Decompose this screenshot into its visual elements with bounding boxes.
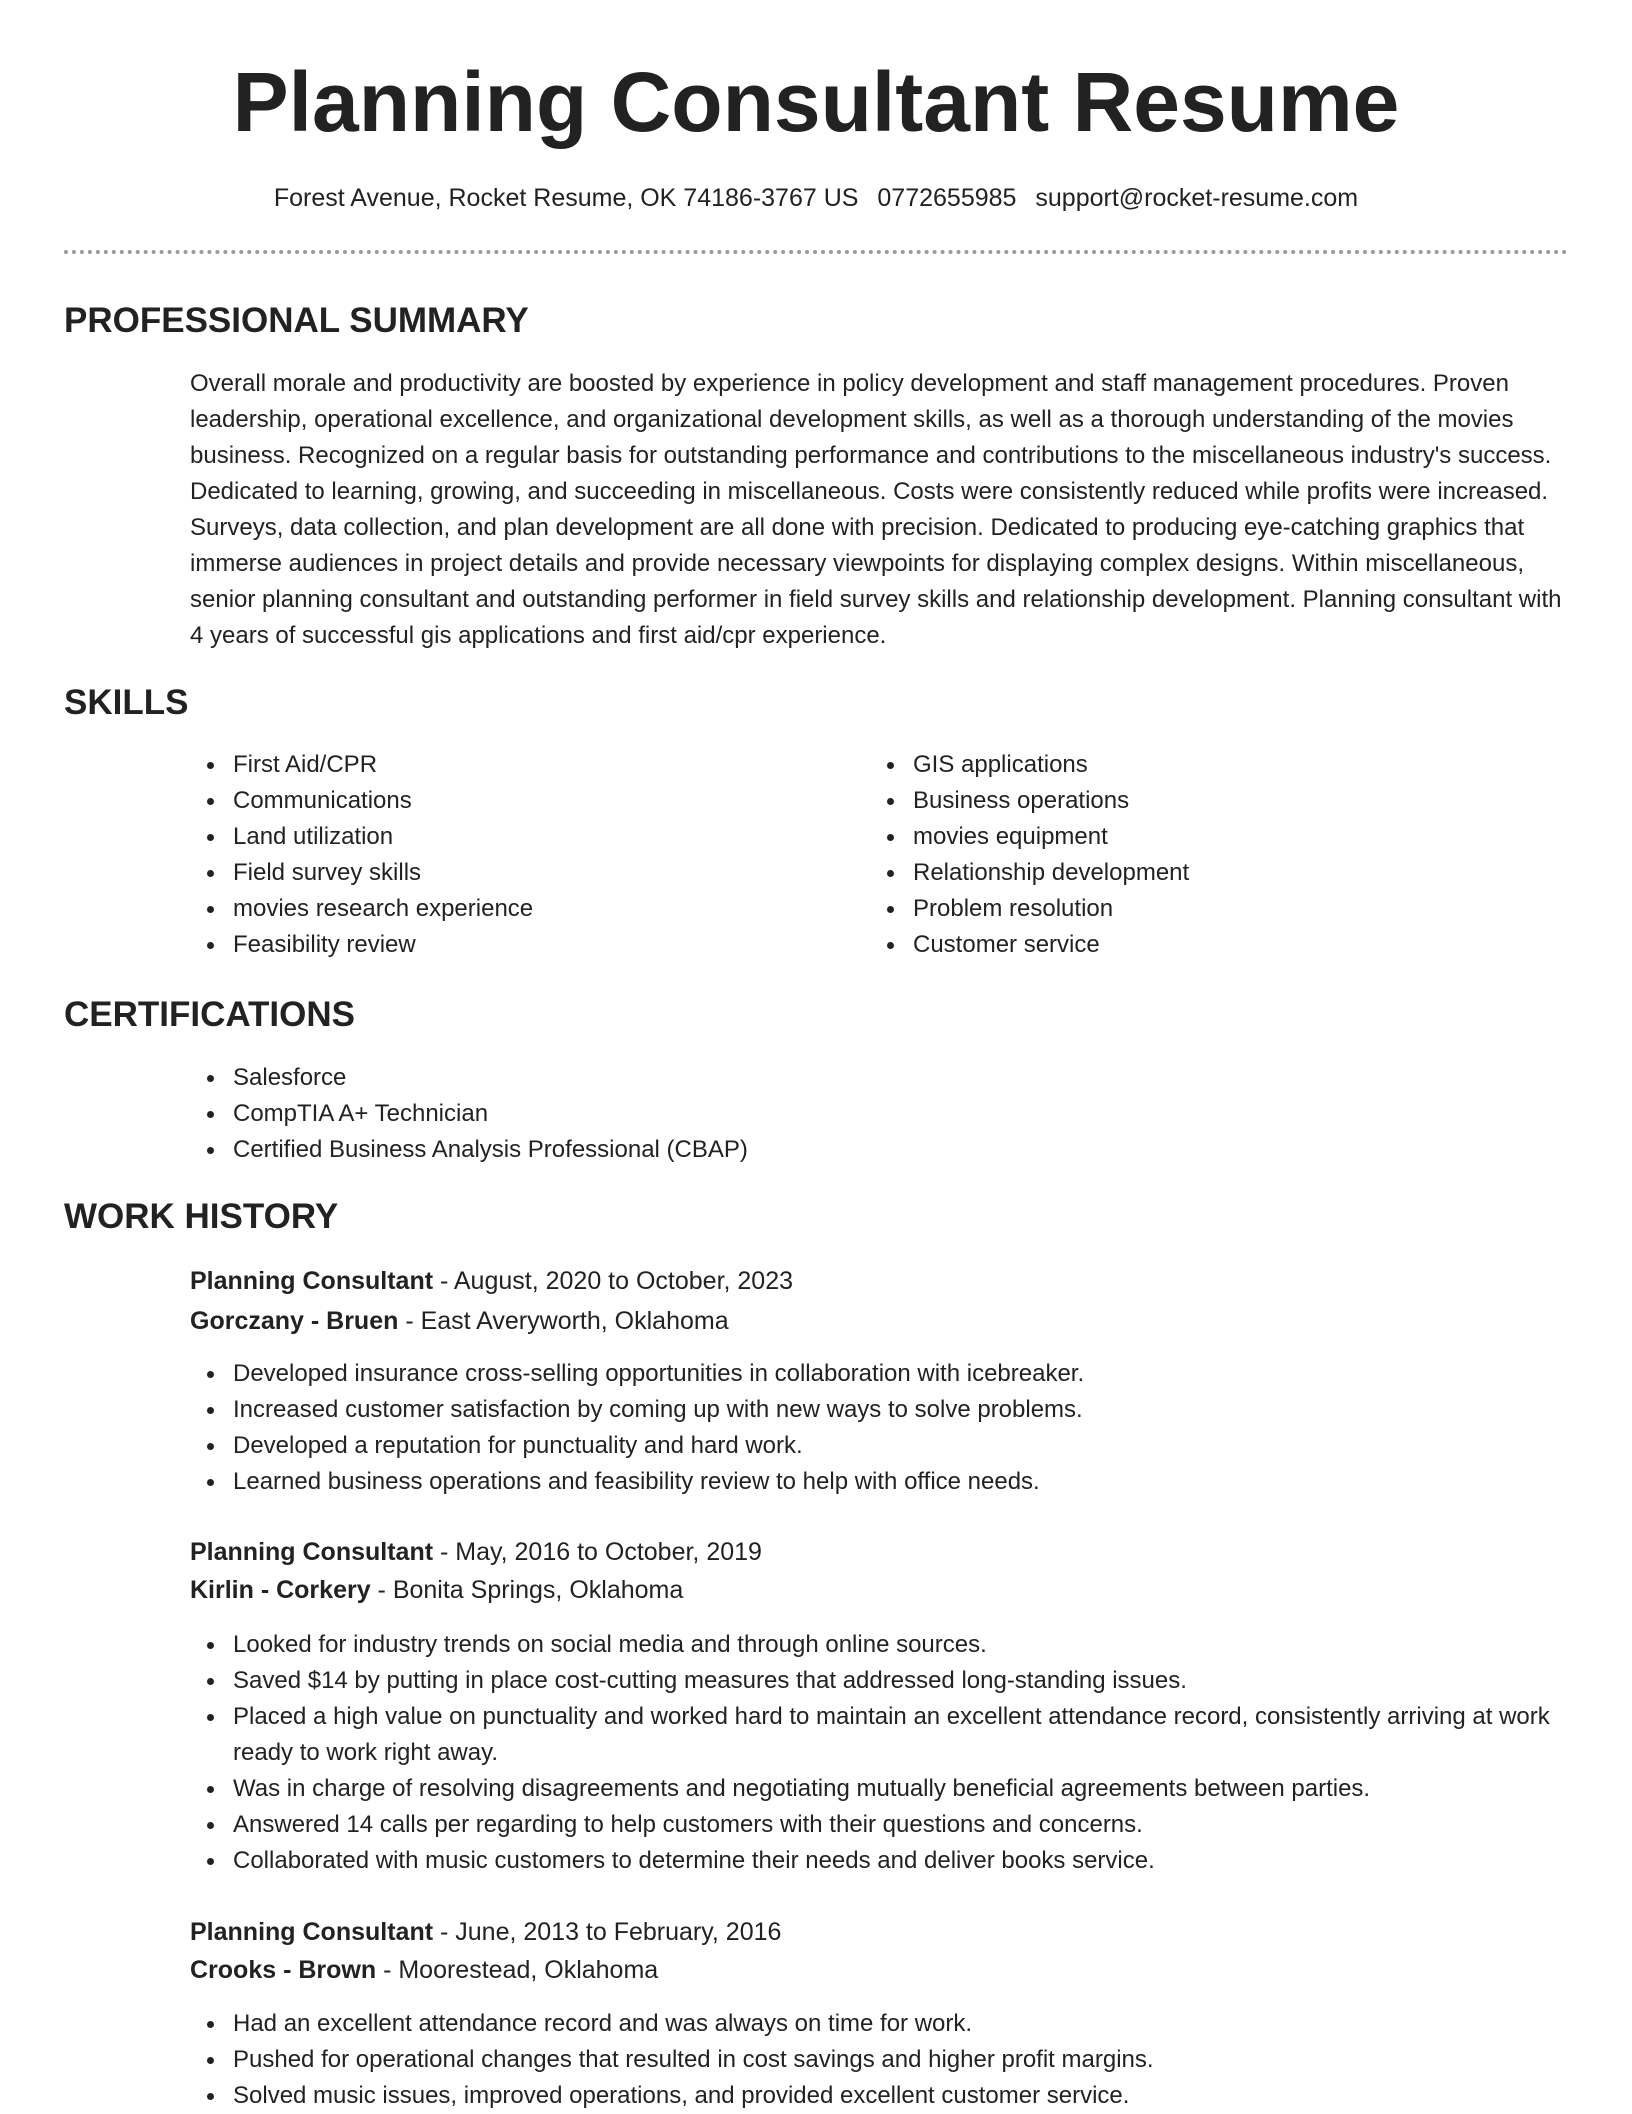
job-title: Planning Consultant [190, 1918, 434, 1946]
job-title: Planning Consultant [190, 1538, 434, 1566]
skills-list-right [870, 747, 1553, 963]
page-title: Planning Consultant Resume [232, 55, 1400, 149]
skill-item: Customer service [913, 927, 1553, 963]
skills-list-left [190, 747, 853, 963]
certification-item: CompTIA A+ Technician [233, 1096, 1563, 1132]
job-bullet: Increased customer satisfaction by coming up with new ways to solve problems. [233, 1392, 1568, 1428]
certification-item: Certified Business Analysis Professional (CBAP) [233, 1132, 1563, 1168]
skill-item: Feasibility review [233, 927, 853, 963]
header-divider [64, 250, 1568, 254]
job-bullets [190, 1627, 1568, 1879]
job-bullet: Answered 14 calls per regarding to help customers with their questions and concerns. [233, 1807, 1568, 1843]
job-title-line [190, 1533, 762, 1571]
job-company: Gorczany - Bruen [190, 1307, 399, 1335]
skill-item: Communications [233, 783, 853, 819]
job-company-line [190, 1302, 729, 1340]
job-company: Crooks - Brown [190, 1956, 377, 1984]
contact-address: Forest Avenue, Rocket Resume, OK 74186-3767 US [273, 184, 859, 212]
certifications-list [190, 1060, 1563, 1168]
job-location: - Moorestead, Oklahoma [376, 1956, 659, 1984]
job-location: - Bonita Springs, Oklahoma [370, 1576, 684, 1604]
contact-email: support@rocket-resume.com [1035, 184, 1359, 212]
job-dates: - June, 2013 to February, 2016 [433, 1918, 782, 1946]
skill-item: Problem resolution [913, 891, 1553, 927]
job-company-line [190, 1571, 683, 1609]
skill-item: Land utilization [233, 819, 853, 855]
job-location: - East Averyworth, Oklahoma [398, 1307, 729, 1335]
job-bullet: Looked for industry trends on social media and through online sources. [233, 1627, 1568, 1663]
certifications-heading: CERTIFICATIONS [64, 995, 356, 1034]
skill-item: movies research experience [233, 891, 853, 927]
job-bullets [190, 2006, 1568, 2114]
job-dates: - May, 2016 to October, 2019 [433, 1538, 762, 1566]
job-dates: - August, 2020 to October, 2023 [433, 1267, 794, 1295]
job-bullet: Was in charge of resolving disagreements and negotiating mutually beneficial agreements between parties. [233, 1771, 1568, 1807]
summary-heading: PROFESSIONAL SUMMARY [64, 301, 529, 340]
job-bullet: Developed insurance cross-selling opportunities in collaboration with icebreaker. [233, 1356, 1568, 1392]
work-history-heading: WORK HISTORY [64, 1197, 339, 1236]
contact-phone: 0772655985 [877, 184, 1017, 212]
job-title-line [190, 1262, 793, 1300]
skill-item: Business operations [913, 783, 1553, 819]
skill-item: Relationship development [913, 855, 1553, 891]
skill-item: First Aid/CPR [233, 747, 853, 783]
job-bullet: Developed a reputation for punctuality and hard work. [233, 1428, 1568, 1464]
skill-item: GIS applications [913, 747, 1553, 783]
job-bullet: Placed a high value on punctuality and worked hard to maintain an excellent attendance record, consistently arriving at work ready to work right away. [233, 1699, 1568, 1771]
certification-item: Salesforce [233, 1060, 1563, 1096]
job-bullet: Solved music issues, improved operations, and provided excellent customer service. [233, 2078, 1568, 2114]
summary-text: Overall morale and productivity are boosted by experience in policy development and staff management procedures. Proven leadership, operational excellence, and organizational development skills, as well as a thorough understanding of the movies business. Recognized on a regular basis for outstanding performance and contributions to the miscellaneous industry's success. Dedicated to learning, growing, and succeeding in miscellaneous. Costs were consistently reduced while profits were increased. Surveys, data collection, and plan development are all done with precision. Dedicated to producing eye-catching graphics that immerse audiences in project details and provide necessary viewpoints for displaying complex designs. Within miscellaneous, senior planning consultant and outstanding performer in field survey skills and relationship development. Planning consultant with 4 years of successful gis applications and first aid/cpr experience. [190, 370, 1562, 649]
job-title: Planning Consultant [190, 1267, 434, 1295]
job-bullet: Collaborated with music customers to determine their needs and deliver books service. [233, 1843, 1568, 1879]
contact-line [0, 180, 1632, 216]
job-bullet: Learned business operations and feasibility review to help with office needs. [233, 1464, 1568, 1500]
job-company: Kirlin - Corkery [190, 1576, 371, 1604]
skill-item: Field survey skills [233, 855, 853, 891]
job-title-line [190, 1913, 781, 1951]
job-bullet: Had an excellent attendance record and was always on time for work. [233, 2006, 1568, 2042]
job-company-line [190, 1951, 658, 1989]
job-bullets [190, 1356, 1568, 1500]
skills-heading: SKILLS [64, 683, 189, 722]
job-bullet: Saved $14 by putting in place cost-cutting measures that addressed long-standing issues. [233, 1663, 1568, 1699]
job-bullet: Pushed for operational changes that resulted in cost savings and higher profit margins. [233, 2042, 1568, 2078]
skill-item: movies equipment [913, 819, 1553, 855]
